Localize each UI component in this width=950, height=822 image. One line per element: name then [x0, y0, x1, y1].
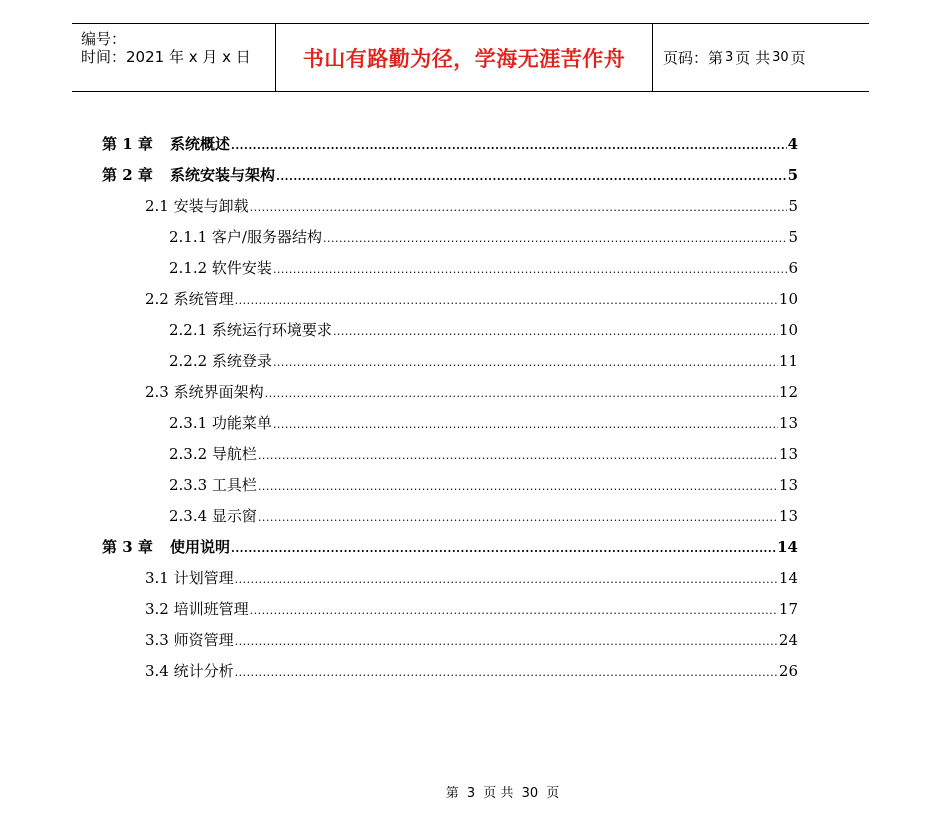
footer-page-current: 3: [466, 786, 476, 801]
toc-entry-title: 3.2 培训班管理: [145, 600, 249, 618]
document-code-label: 编号：: [81, 30, 127, 48]
header-motto: 书山有路勤为径，学海无涯苦作舟: [302, 46, 626, 71]
toc-chapter-number: 第 2 章: [102, 166, 153, 184]
toc-leader-dots: [265, 384, 778, 404]
toc-entry-page: 6: [788, 259, 798, 277]
toc-entry-title: 2.3.4 显示窗: [169, 507, 257, 525]
toc-leader-dots: [258, 446, 778, 466]
toc-entry-page: 13: [778, 476, 798, 494]
toc-entry-title: 使用说明: [170, 538, 231, 556]
toc-entry-title: 2.3.2 导航栏: [169, 445, 257, 463]
toc-entry-page: 24: [778, 631, 798, 649]
toc-entry-2-3-4[interactable]: [169, 506, 798, 526]
toc-entry-page: 26: [778, 662, 798, 680]
toc-entry-title: 系统安装与架构: [170, 166, 276, 184]
header-page-total: 30: [772, 50, 789, 65]
header-page-current: 3: [725, 50, 734, 65]
toc-entry-title: 2.3.1 功能菜单: [169, 414, 272, 432]
toc-entry-2-1-2[interactable]: [169, 258, 798, 278]
toc-entry-chapter-2[interactable]: [102, 165, 798, 185]
toc-leader-dots: [231, 539, 776, 559]
toc-leader-dots: [323, 229, 787, 249]
toc-entry-title: 2.2.1 系统运行环境要求: [169, 321, 332, 339]
toc-entry-title: 2.2 系统管理: [145, 290, 234, 308]
toc-entry-title: 2.3 系统界面架构: [145, 383, 264, 401]
toc-leader-dots: [333, 322, 778, 342]
toc-leader-dots: [250, 601, 778, 621]
toc-entry-page: 17: [778, 600, 798, 618]
toc-entry-2-3[interactable]: [145, 382, 798, 402]
toc-entry-page: 14: [777, 538, 798, 556]
footer-page-mid: 页 共: [483, 786, 514, 801]
toc-entry-page: 13: [778, 414, 798, 432]
toc-entry-page: 4: [787, 135, 798, 153]
toc-leader-dots: [231, 136, 787, 156]
footer-page-suffix: 页: [546, 786, 560, 801]
toc-leader-dots: [250, 198, 788, 218]
toc-entry-3-4[interactable]: [145, 661, 798, 681]
toc-entry-title: 2.1.1 客户/服务器结构: [169, 228, 322, 246]
toc-entry-title: 3.1 计划管理: [145, 569, 234, 587]
toc-entry-page: 10: [778, 290, 798, 308]
toc-entry-title: 2.1.2 软件安装: [169, 259, 272, 277]
toc-leader-dots: [235, 632, 778, 652]
toc-entry-chapter-3[interactable]: [102, 537, 798, 557]
toc-entry-2-3-1[interactable]: [169, 413, 798, 433]
toc-leader-dots: [273, 353, 778, 373]
page-footer: [0, 782, 950, 801]
toc-entry-2-3-2[interactable]: [169, 444, 798, 464]
toc-leader-dots: [235, 663, 778, 683]
toc-entry-page: 13: [778, 507, 798, 525]
toc-entry-page: 14: [778, 569, 798, 587]
toc-entry-page: 11: [778, 352, 798, 370]
toc-entry-title: 系统概述: [170, 135, 231, 153]
toc-leader-dots: [235, 291, 778, 311]
toc-leader-dots: [273, 415, 778, 435]
toc-entry-page: 5: [788, 197, 798, 215]
toc-entry-page: 12: [778, 383, 798, 401]
toc-entry-2-2-1[interactable]: [169, 320, 798, 340]
toc-leader-dots: [258, 477, 778, 497]
toc-entry-title: 2.1 安装与卸载: [145, 197, 249, 215]
toc-leader-dots: [276, 167, 787, 187]
toc-entry-3-3[interactable]: [145, 630, 798, 650]
toc-leader-dots: [273, 260, 788, 280]
toc-entry-page: 10: [778, 321, 798, 339]
toc-entry-2-1[interactable]: [145, 196, 798, 216]
toc-entry-3-1[interactable]: [145, 568, 798, 588]
toc-entry-title: 2.2.2 系统登录: [169, 352, 272, 370]
toc-entry-title: 3.4 统计分析: [145, 662, 234, 680]
toc-entry-chapter-1[interactable]: [102, 134, 798, 154]
document-date: 时间：2021 年 x 月 x 日: [81, 48, 251, 66]
toc-leader-dots: [258, 508, 778, 528]
toc-entry-2-3-3[interactable]: [169, 475, 798, 495]
toc-entry-title: 2.3.3 工具栏: [169, 476, 257, 494]
toc-entry-page: 13: [778, 445, 798, 463]
header-page-prefix: 页码：第: [663, 49, 724, 67]
toc-entry-page: 5: [787, 166, 798, 184]
footer-page-total: 30: [521, 786, 539, 801]
toc-entry-3-2[interactable]: [145, 599, 798, 619]
toc-entry-title: 3.3 师资管理: [145, 631, 234, 649]
toc-chapter-number: 第 3 章: [102, 538, 153, 556]
toc-leader-dots: [235, 570, 778, 590]
header-page-suffix: 页: [790, 49, 806, 67]
toc-entry-2-1-1[interactable]: [169, 227, 798, 247]
toc-chapter-number: 第 1 章: [102, 135, 153, 153]
toc-entry-2-2[interactable]: [145, 289, 798, 309]
header-page-mid: 页 共: [735, 49, 771, 67]
toc-entry-page: 5: [788, 228, 798, 246]
toc-entry-2-2-2[interactable]: [169, 351, 798, 371]
footer-page-prefix: 第: [445, 786, 459, 801]
